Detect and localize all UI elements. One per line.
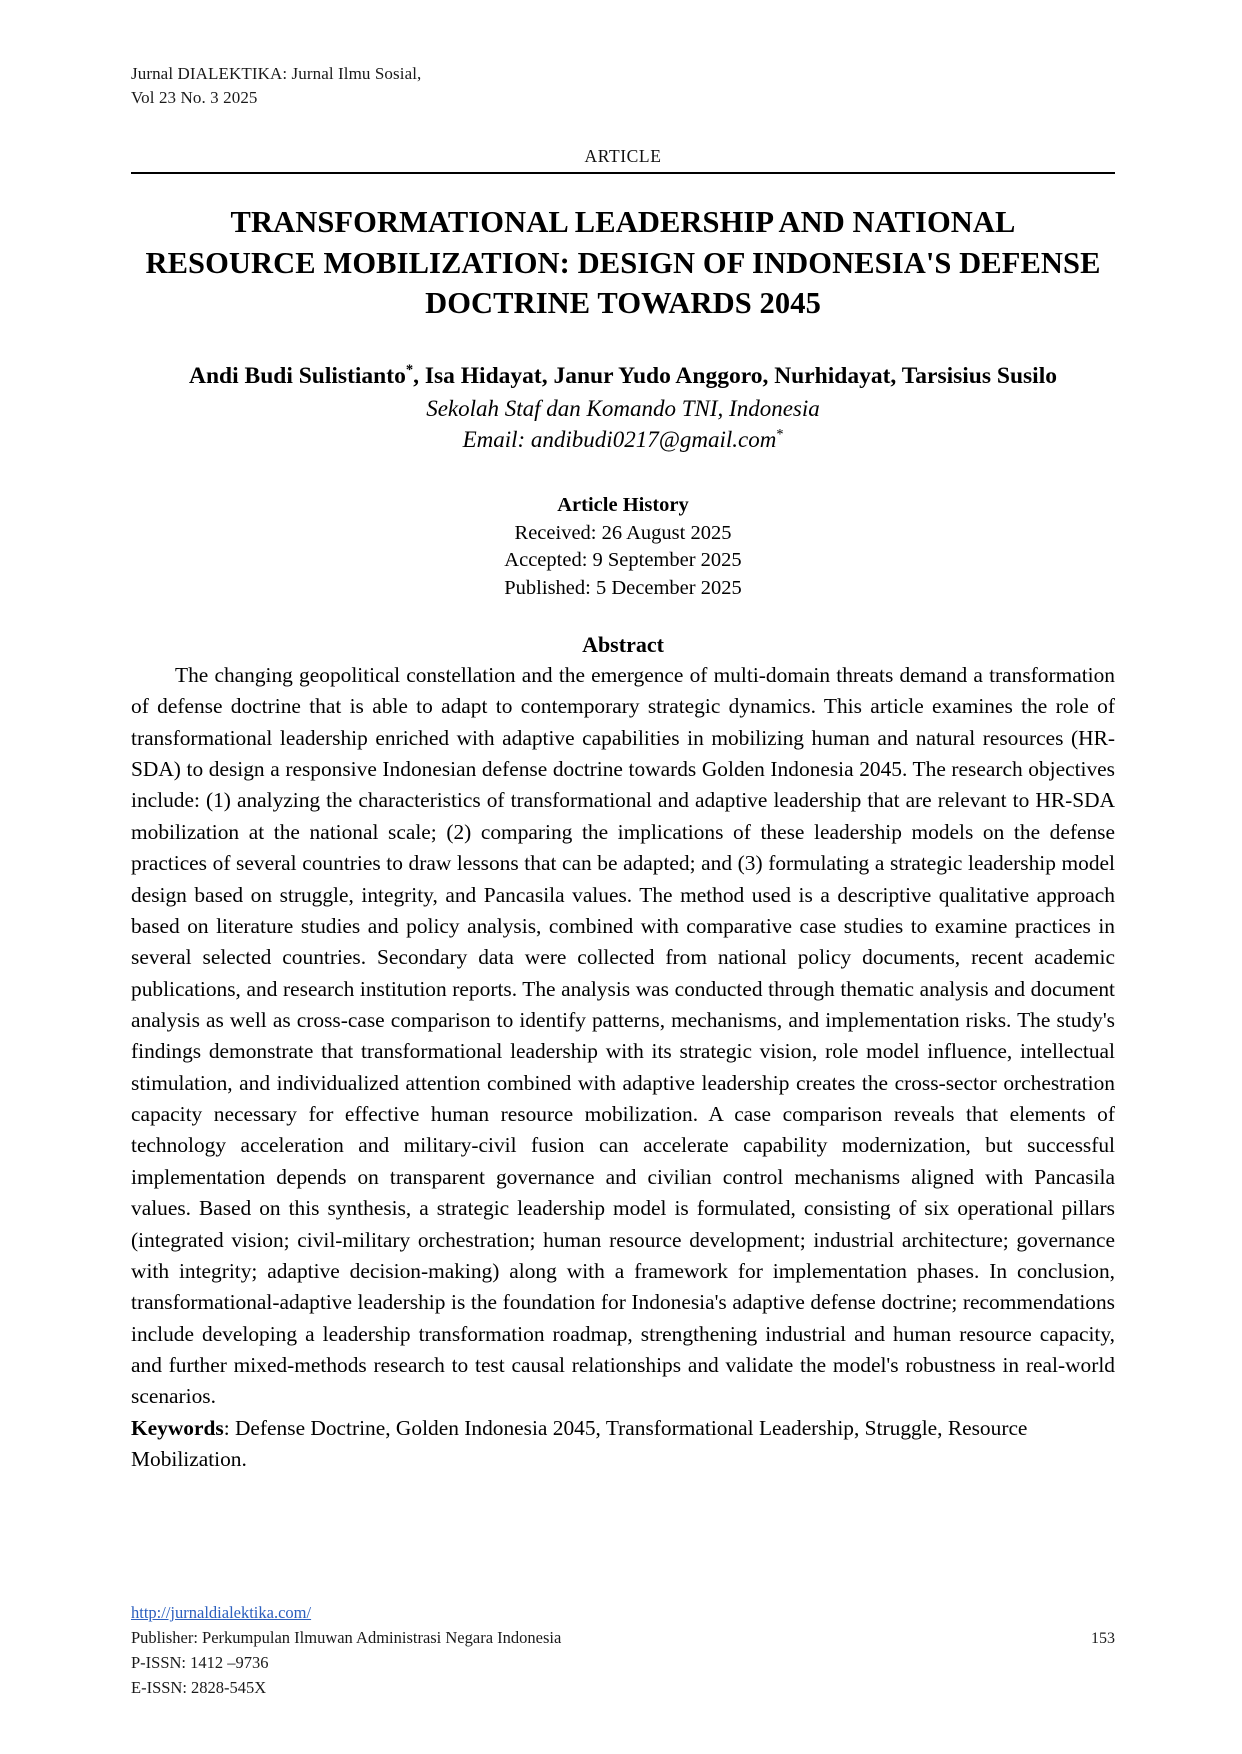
article-history (131, 492, 1115, 602)
email-marker: * (776, 426, 784, 443)
running-head (131, 62, 1115, 110)
author-names: Andi Budi Sulistianto (189, 363, 406, 389)
article-history-published: Published: 5 December 2025 (504, 576, 742, 599)
page-number: 153 (1091, 1629, 1115, 1647)
article-type-label: ARTICLE (584, 146, 662, 167)
keywords-label: Keywords (131, 1415, 224, 1440)
journal-url-link[interactable]: http://jurnaldialektika.com/ (131, 1603, 312, 1622)
abstract-heading: Abstract (582, 632, 664, 658)
page-content (131, 62, 1115, 1475)
author-names-rest: , Isa Hidayat, Janur Yudo Anggoro, Nurhidayat, Tarsisius Susilo (413, 363, 1057, 389)
article-history-received: Received: 26 August 2025 (514, 521, 732, 544)
article-history-accepted: Accepted: 9 September 2025 (504, 549, 742, 572)
corresponding-email (131, 425, 1115, 456)
page-title: TRANSFORMATIONAL LEADERSHIP AND NATIONAL RESOURCE MOBILIZATION: DESIGN OF INDONESIA'S DEFENSE DOCTRINE TOWARDS 2045 (145, 205, 1101, 320)
corresponding-author-marker: * (405, 362, 414, 379)
email-text: Email: andibudi0217@gmail.com (462, 427, 777, 453)
header-divider (131, 172, 1115, 174)
keywords (131, 1413, 1115, 1476)
abstract-text: The changing geopolitical constellation and the emergence of multi-domain threats demand a transformation of defense doctrine that is able to adapt to contemporary strategic dynamics. This article examines the role of transformational leadership enriched with adaptive capabilities in mobilizing human and natural resources (HR-SDA) to design a responsive Indonesian defense doctrine towards Golden Indonesia 2045. The research objectives include: (1) analyzing the characteristics of transformational and adaptive leadership that are relevant to HR-SDA mobilization at the national scale; (2) comparing the implications of these leadership models on the defense practices of several countries to draw lessons that can be adapted; and (3) formulating a strategic leadership model design based on struggle, integrity, and Pancasila values. The method used is a descriptive qualitative approach based on literature studies and policy analysis, combined with comparative case studies to examine practices in several selected countries. Secondary data were collected from national policy documents, recent academic publications, and research institution reports. The analysis was conducted through thematic analysis and document analysis as well as cross-case comparison to identify patterns, mechanisms, and implementation risks. The study's findings demonstrate that transformational leadership with its strategic vision, role model influence, intellectual stimulation, and individualized attention combined with adaptive leadership creates the cross-sector orchestration capacity necessary for effective human resource mobilization. A case comparison reveals that elements of technology acceleration and military-civil fusion can accelerate capability modernization, but successful implementation depends on transparent governance and civilian control mechanisms aligned with Pancasila values. Based on this synthesis, a strategic leadership model is formulated, consisting of six operational pillars (integrated vision; civil-military orchestration; human resource development; industrial architecture; governance with integrity; adaptive decision-making) along with a framework for implementation phases. In conclusion, transformational-adaptive leadership is the foundation for Indonesia's adaptive defense doctrine; recommendations include developing a leadership transformation roadmap, strengthening industrial and human resource capacity, and further mixed-methods research to test causal relationships and validate the model's robustness in real-world scenarios. (131, 663, 1115, 1409)
author-list (131, 361, 1115, 392)
keywords-separator: : (223, 1415, 235, 1440)
e-issn: E-ISSN: 2828-545X (131, 1677, 267, 1697)
article-history-heading: Article History (557, 494, 689, 517)
affiliation: Sekolah Staf dan Komando TNI, Indonesia (426, 395, 820, 421)
p-issn: P-ISSN: 1412 –9736 (131, 1652, 269, 1672)
running-head-journal: Jurnal DIALEKTIKA: Jurnal Ilmu Sosial, (131, 64, 422, 83)
running-head-volume: Vol 23 No. 3 2025 (131, 88, 258, 108)
publisher-line: Publisher: Perkumpulan Ilmuwan Administrasi Negara Indonesia (131, 1627, 562, 1647)
page-footer (131, 1601, 1115, 1700)
keywords-value: Defense Doctrine, Golden Indonesia 2045, Transformational Leadership, Struggle, Resource Mobilization. (131, 1415, 1028, 1472)
